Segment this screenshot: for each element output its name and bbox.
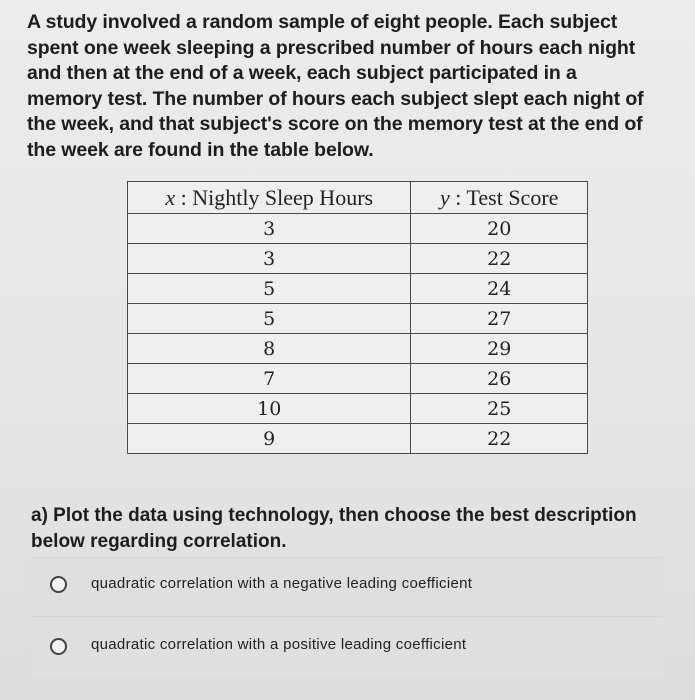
sleep-hours-cell: 7 — [128, 364, 411, 394]
question-line: a) Plot the data using technology, then choose the best description — [31, 505, 637, 526]
table-row — [128, 394, 588, 424]
table-row — [128, 304, 588, 334]
table-row — [128, 424, 588, 454]
test-score-cell: 24 — [411, 274, 588, 304]
test-score-cell: 26 — [411, 364, 588, 394]
test-score-cell: 29 — [411, 334, 588, 364]
radio-button-icon[interactable] — [50, 576, 67, 593]
data-table — [127, 181, 588, 454]
answer-option-label: quadratic correlation with a positive leading coefficient — [91, 636, 467, 653]
sleep-hours-cell: 5 — [128, 304, 411, 334]
test-score-cell: 20 — [411, 214, 588, 244]
table-row — [128, 364, 588, 394]
test-score-cell: 22 — [411, 424, 588, 454]
problem-line: the week, and that subject's score on the memory test at the end of — [27, 113, 643, 135]
answer-option-label: quadratic correlation with a negative leading coefficient — [91, 575, 473, 592]
column-header-y: y : Test Score — [411, 182, 588, 214]
sleep-hours-cell: 9 — [128, 424, 411, 454]
table-row — [128, 334, 588, 364]
test-score-cell: 27 — [411, 304, 588, 334]
radio-button-icon[interactable] — [50, 638, 67, 655]
problem-line: spent one week sleeping a prescribed number of hours each night — [27, 36, 636, 59]
table-row — [128, 274, 588, 304]
sleep-hours-cell: 10 — [128, 394, 411, 424]
table-row — [128, 244, 588, 274]
problem-line: memory test. The number of hours each subject slept each night of — [27, 87, 644, 110]
answer-option-negative[interactable] — [31, 557, 663, 610]
problem-line: and then at the end of a week, each subject participated in a — [27, 62, 577, 84]
sleep-hours-cell: 3 — [128, 214, 411, 244]
sleep-hours-cell: 3 — [128, 244, 411, 274]
table-row — [128, 214, 588, 244]
problem-statement — [27, 10, 677, 163]
test-score-cell: 22 — [411, 244, 588, 274]
sleep-hours-cell: 5 — [128, 274, 411, 304]
answer-option-positive[interactable] — [31, 616, 663, 675]
problem-line: the week are found in the table below. — [27, 138, 374, 161]
question-prompt — [31, 503, 681, 554]
problem-line: A study involved a random sample of eight people. Each subject — [27, 11, 618, 33]
column-header-x: x : Nightly Sleep Hours — [128, 182, 411, 214]
test-score-cell: 25 — [411, 394, 588, 424]
table-header-row — [128, 182, 588, 214]
sleep-hours-cell: 8 — [128, 334, 411, 364]
question-line: below regarding correlation. — [31, 530, 287, 552]
